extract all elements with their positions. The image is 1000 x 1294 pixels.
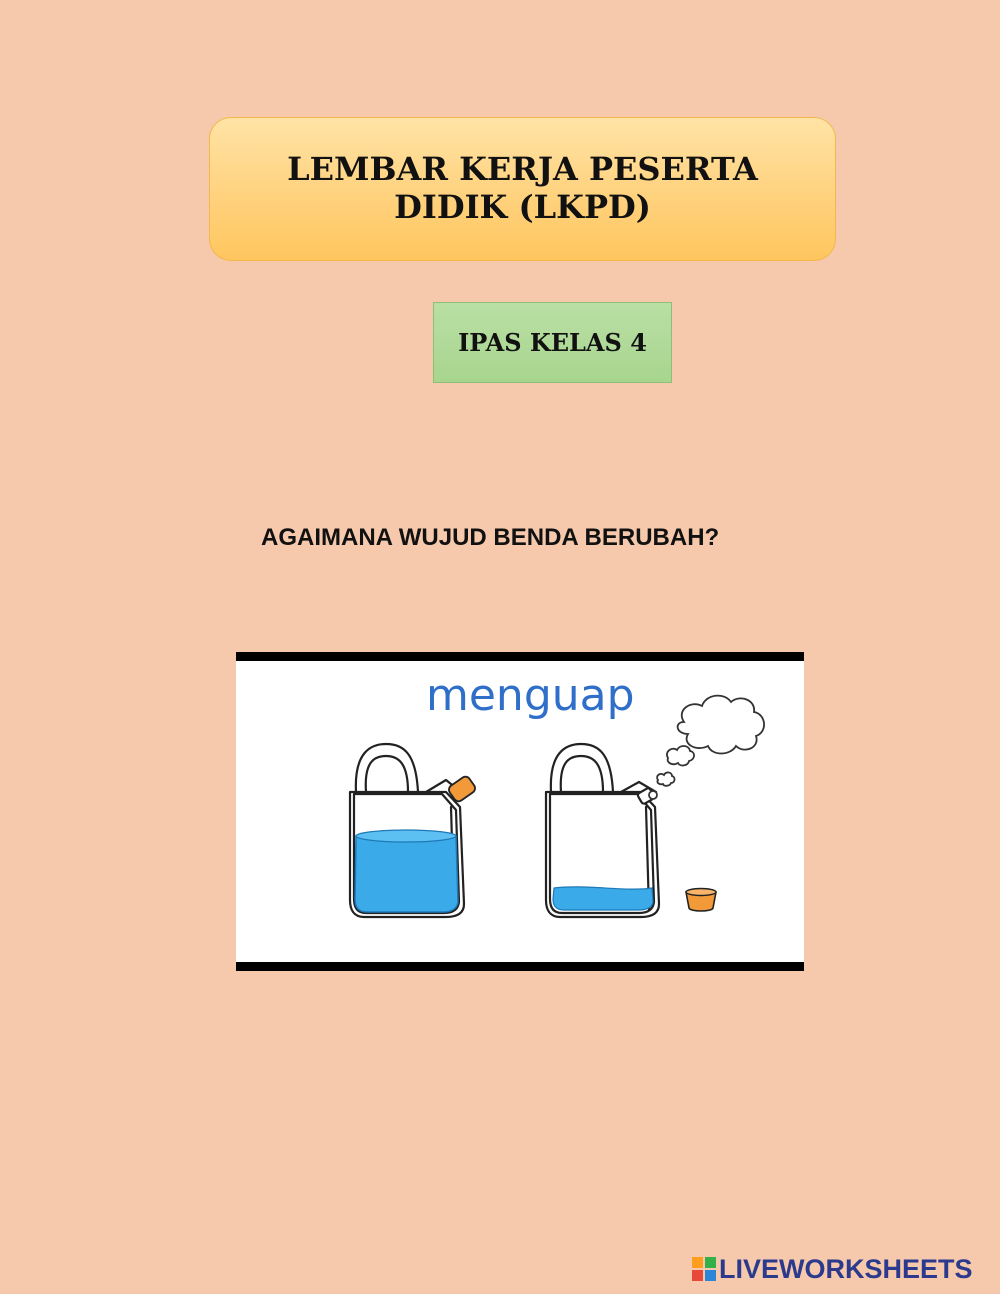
liveworksheets-logo-icon [692, 1257, 716, 1281]
evaporation-illustration [236, 652, 804, 971]
subject-box [433, 302, 672, 383]
question-heading: AGAIMANA WUJUD BENDA BERUBAH? [261, 524, 720, 551]
full-water [355, 836, 458, 912]
bottle-cap-icon [686, 889, 716, 912]
page-title: LEMBAR KERJA PESERTA DIDIK (LKPD) [287, 150, 758, 226]
liveworksheets-brand[interactable] [692, 1254, 973, 1284]
brand-name: LIVEWORKSHEETS [719, 1253, 973, 1284]
subject-label: IPAS KELAS 4 [458, 328, 647, 357]
title-box [209, 117, 836, 261]
video-bar-top [236, 652, 804, 661]
illustration-caption: menguap [426, 670, 635, 721]
video-bar-bottom [236, 962, 804, 971]
residual-water [553, 887, 653, 910]
